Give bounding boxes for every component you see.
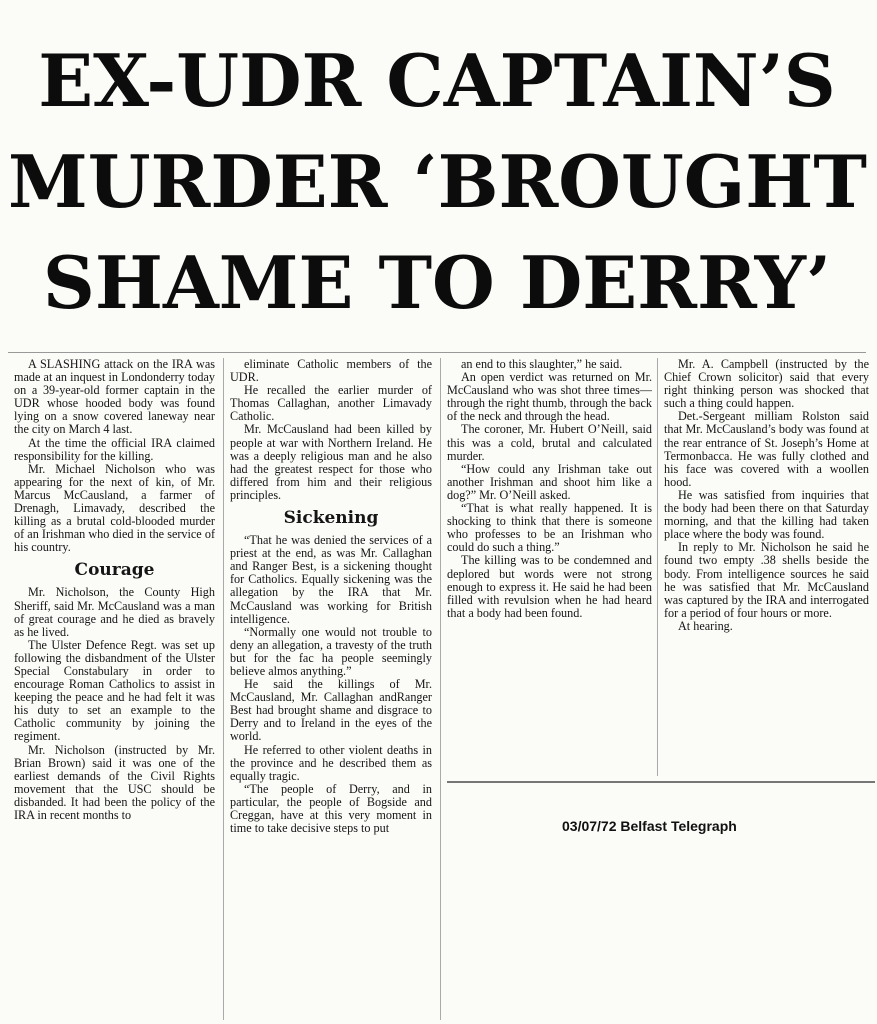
- paragraph: At hearing.: [678, 618, 733, 633]
- paragraph: He referred to other violent deaths in the province and he described them as equally tragic.: [230, 742, 432, 783]
- headline: [8, 30, 866, 333]
- column-divider: [657, 358, 658, 776]
- paragraph: At the time the official IRA claimed responsibility for the killing.: [14, 435, 215, 463]
- paragraph: He was satisfied from inquiries that the body had been there on that Saturday morning, and that the killing had taken place where the body was found.: [664, 487, 869, 542]
- paragraph: The coroner, Mr. Hubert O’Neill, said this was a cold, brutal and calculated murder.: [447, 422, 652, 463]
- article-end-rule: [447, 781, 875, 783]
- paragraph: A SLASHING attack on the IRA was made at an inquest in Londonderry today on a 39-year-old former captain in the UDR whose hooded body was found lying on a snow covered laneway near the city on March 4 last.: [14, 358, 215, 437]
- paragraph: “That he was denied the services of a priest at the end, as was Mr. Callaghan and Ranger Best, is a sickening thought for Catholics. Equally sickening was the allegation by the IRA that Mr. McCausland was working for British intelligence.: [230, 533, 432, 626]
- paragraph: The killing was to be condemned and deplored but words were not strong enough to express it. He said he had been filled with revulsion when he had heard that a body had been found.: [447, 553, 652, 620]
- column-divider: [223, 358, 224, 1020]
- headline-divider: [8, 352, 866, 353]
- headline-line-1: EX-UDR CAPTAIN’S: [38, 38, 836, 123]
- paragraph: Mr. A. Campbell (instructed by the Chief Crown solicitor) said that every right thinking person was shocked that such a thing could happen.: [664, 358, 869, 411]
- paragraph: He recalled the earlier murder of Thomas Callaghan, another Limavady Catholic.: [230, 383, 432, 424]
- headline-line-2: MURDER ‘BROUGHT: [8, 139, 867, 224]
- paragraph: The Ulster Defence Regt. was set up following the disbandment of the Ulster Special Constabulary in order to encourage Roman Catholics to assist in keeping the peace and he had felt it was his duty to set an example to the Catholic community by joining the regiment.: [14, 637, 215, 744]
- subheading-courage: Courage: [74, 560, 155, 581]
- source-caption: 03/07/72 Belfast Telegraph: [562, 818, 737, 834]
- subheading-sickening: Sickening: [283, 508, 379, 529]
- paragraph: Mr. Nicholson (instructed by Mr. Brian Brown) said it was one of the earliest demands of the Civil Rights movement that the USC should be disbanded. It had been the policy of the IRA in recent months to: [14, 742, 215, 822]
- paragraph: “The people of Derry, and in particular, the people of Bogside and Creggan, have at this very moment in time to take decisive steps to put: [230, 781, 432, 836]
- paragraph: Mr. Nicholson, the County High Sheriff, said Mr. McCausland was a man of great courage and he died as bravely as he lived.: [14, 585, 215, 639]
- paragraph: “How could any Irishman take out another Irishman and shoot him like a dog?” Mr. O’Neill asked.: [447, 461, 652, 502]
- paragraph: An open verdict was returned on Mr. McCausland who was shot three times—through the right thumb, through the back of the neck and through the head.: [447, 370, 652, 424]
- paragraph: Det.-Sergeant milliam Rolston said that Mr. McCausland’s body was found at the rear entrance of St. Joseph’s Home at Termonbacca. He was fully clothed and his face was covered with a woollen hood.: [664, 409, 869, 489]
- article-column-3: [447, 358, 652, 778]
- headline-line-3: SHAME TO DERRY’: [42, 240, 832, 325]
- paragraph: In reply to Mr. Nicholson he said he found two empty .38 shells beside the body. From intelligence sources he said he was satisfied that Mr. McCausland was captured by the IRA and interrogated for a period of four hours or more.: [664, 540, 869, 620]
- article-column-1: [14, 358, 215, 1020]
- article-column-4: [664, 358, 869, 778]
- article-column-2: [230, 358, 432, 1020]
- paragraph: Mr. McCausland had been killed by people at war with Northern Ireland. He was a deeply religious man and he also had the greatest respect for those who differed from him and their religious principles.: [230, 422, 432, 502]
- paragraph: Mr. Michael Nicholson who was appearing for the next of kin, of Mr. Marcus McCausland, a farmer of Drenagh, Limavady, described the killing as a brutal cold-blooded murder of an Irishman who died in the service of his country.: [14, 461, 215, 555]
- paragraph: an end to this slaughter,” he said.: [461, 358, 623, 371]
- paragraph: “That is what really happened. It is shocking to think that there is someone who professes to be an Irishman who could do such a thing.”: [447, 501, 652, 555]
- paragraph: eliminate Catholic members of the UDR.: [230, 358, 432, 385]
- column-divider: [440, 358, 441, 1020]
- paragraph: He said the killings of Mr. McCausland, Mr. Callaghan andRanger Best had brought shame and disgrace to Derry and to Ireland in the eyes of the world.: [230, 677, 432, 744]
- paragraph: “Normally one would not trouble to deny an allegation, a travesty of the truth but for the fac ha people seemingly believe almos anything.”: [230, 624, 432, 678]
